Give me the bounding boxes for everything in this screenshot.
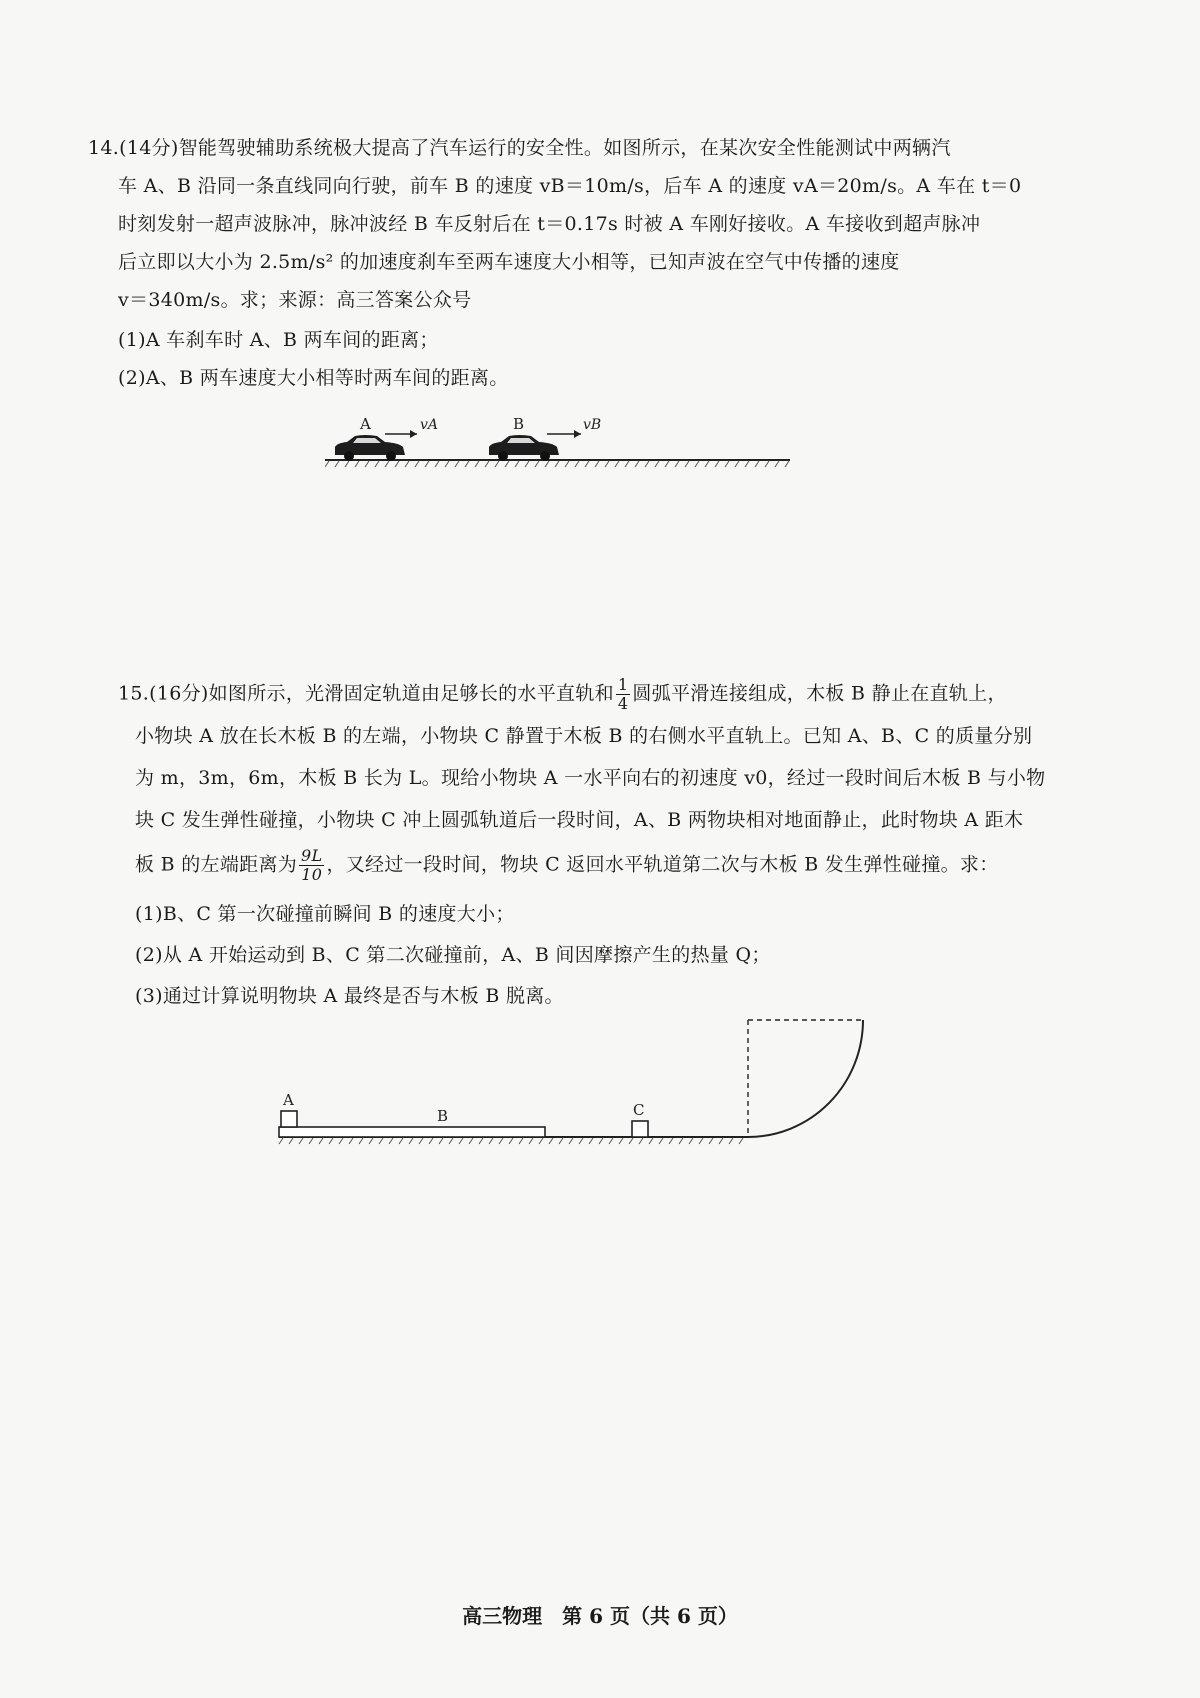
label-b: B xyxy=(513,415,525,433)
label-c: C xyxy=(633,1101,645,1119)
distance-denominator: 10 xyxy=(301,865,323,884)
quarter-denominator: 4 xyxy=(617,694,629,713)
q14-line-2: 车 A、B 沿同一条直线同向行驶，前车 B 的速度 vB＝10m/s，后车 A 的速度 vA＝20m/s。A 车在 t＝0 xyxy=(118,175,1022,197)
block-a xyxy=(281,1111,297,1127)
q15-line-5 xyxy=(135,847,999,884)
q14-line-3: 时刻发射一超声波脉冲，脉冲波经 B 车反射后在 t＝0.17s 时被 A 车刚好接收。A 车接收到超声脉冲 xyxy=(118,213,981,235)
label-b: B xyxy=(437,1107,449,1125)
q15-line-5-pre: 板 B 的左端距离为 xyxy=(135,853,298,876)
label-vb: vB xyxy=(583,417,602,433)
q15-line-5-post: ，又经过一段时间，物块 C 返回水平轨道第二次与木板 B 发生弹性碰撞。求： xyxy=(326,853,999,876)
q14-line-1: 14.(14分)智能驾驶辅助系统极大提高了汽车运行的安全性。如图所示，在某次安全性能测试中两辆汽 xyxy=(88,137,951,159)
q15-line-3: 为 m，3m，6m，木板 B 长为 L。现给小物块 A 一水平向右的初速度 v0，经过一段时间后木板 B 与小物 xyxy=(135,767,1046,789)
q14-line-4: 后立即以大小为 2.5m/s² 的加速度刹车至两车速度大小相等，已知声波在空气中传播的速度 xyxy=(118,251,900,273)
car-a-icon xyxy=(335,435,405,461)
quarter-fraction xyxy=(616,676,630,713)
q15-sub-1: (1)B、C 第一次碰撞前瞬间 B 的速度大小； xyxy=(135,903,515,925)
block-c xyxy=(632,1121,648,1137)
page-footer: 高三物理 第 6 页（共 6 页） xyxy=(462,1604,738,1628)
quarter-numerator: 1 xyxy=(617,675,629,694)
label-a: A xyxy=(283,1091,294,1109)
q15-sub-2: (2)从 A 开始运动到 B、C 第二次碰撞前，A、B 间因摩擦产生的热量 Q； xyxy=(135,944,771,966)
q14-line-5: v＝340m/s。求；来源：高三答案公众号 xyxy=(118,289,472,311)
q15-line-1-post: 圆弧平滑连接组成，木板 B 静止在直轨上， xyxy=(632,682,1007,705)
q15-line-4: 块 C 发生弹性碰撞，小物块 C 冲上圆弧轨道后一段时间，A、B 两物块相对地面静止，此时物块 A 距木 xyxy=(135,809,1024,831)
q14-sub-1: (1)A 车刹车时 A、B 两车间的距离； xyxy=(118,329,439,351)
distance-fraction xyxy=(299,847,324,884)
q15-sub-3: (3)通过计算说明物块 A 最终是否与木板 B 脱离。 xyxy=(135,985,564,1007)
board-b xyxy=(279,1127,545,1137)
q15-figure xyxy=(275,1015,875,1155)
car-b-icon xyxy=(489,435,559,461)
label-a: A xyxy=(360,415,371,433)
label-va: vA xyxy=(420,417,439,433)
q15-line-1 xyxy=(118,676,1007,713)
q14-sub-2: (2)A、B 两车速度大小相等时两车间的距离。 xyxy=(118,367,509,389)
q15-line-1-pre: 15.(16分)如图所示，光滑固定轨道由足够长的水平直轨和 xyxy=(118,682,614,705)
q14-figure xyxy=(325,405,795,470)
q15-line-2: 小物块 A 放在长木板 B 的左端，小物块 C 静置于木板 B 的右侧水平直轨上。已知 A、B、C 的质量分别 xyxy=(135,725,1033,747)
distance-numerator: 9L xyxy=(301,846,323,865)
